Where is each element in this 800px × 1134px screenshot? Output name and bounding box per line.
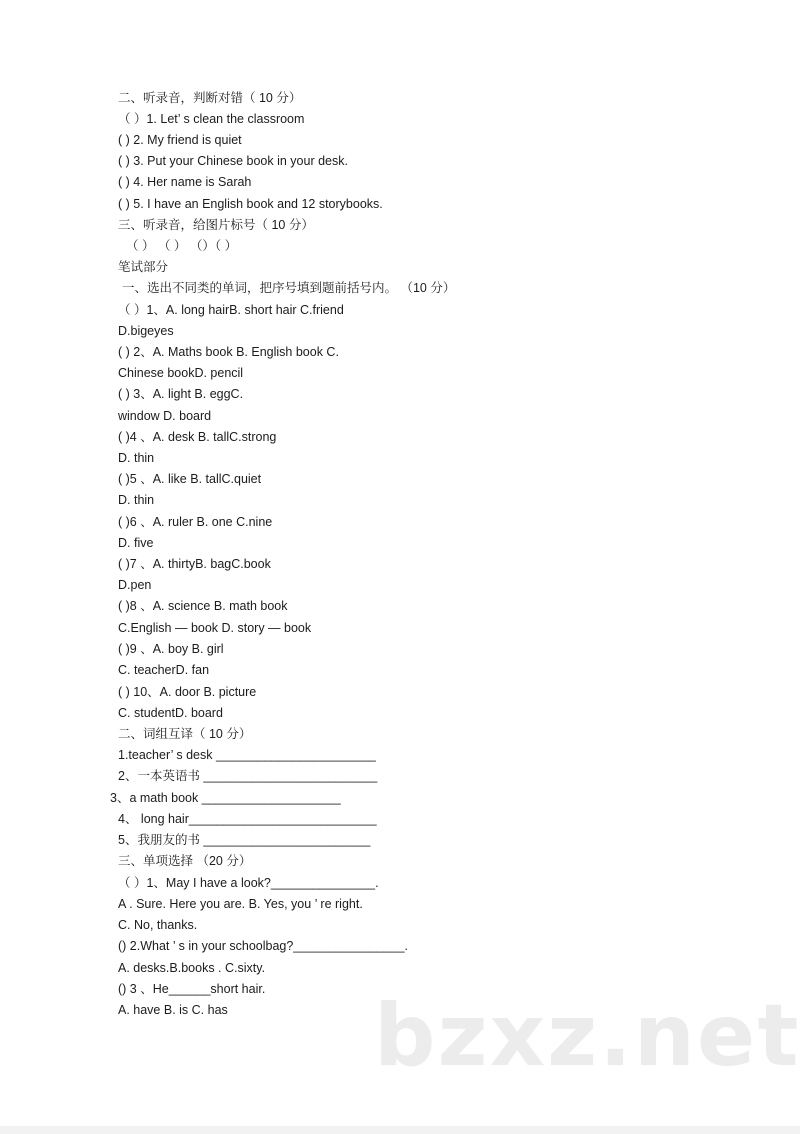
watermark: bzxz.net: [374, 986, 800, 1086]
text-line: ( )6 、A. ruler B. one C.nine: [118, 515, 273, 529]
text-line: D.pen: [118, 578, 152, 592]
text-line: （ ）1、May I have a look?_______________.: [118, 876, 379, 890]
text-line: () 2.What ’ s in your schoolbag?________________.: [118, 939, 409, 953]
text-line: 二、听录音，判断对错（ 10 分）: [118, 91, 302, 105]
text-line: A. desks.B.books . C.sixty.: [118, 961, 266, 975]
text-line: （ ）1. Let’ s clean the classroom: [118, 112, 305, 126]
text-line: ( ) 2、A. Maths book B. English book C.: [118, 345, 339, 359]
text-line: D. thin: [118, 451, 155, 465]
text-line: () 3 、He______short hair.: [118, 982, 266, 996]
text-line: D. thin: [118, 493, 155, 507]
text-line: C. No, thanks.: [118, 918, 198, 932]
text-line: 3、a math book ____________________: [110, 791, 341, 805]
text-line: D. five: [118, 536, 154, 550]
text-line: ( )5 、A. like B. tallC.quiet: [118, 472, 262, 486]
text-line: （ ）1、A. long hairB. short hair C.friend: [118, 303, 344, 317]
text-line: ( )4 、A. desk B. tallC.strong: [118, 430, 277, 444]
text-line: 笔试部分: [118, 260, 169, 274]
text-line: 1.teacher’ s desk _______________________: [118, 748, 376, 762]
text-line: window D. board: [118, 409, 212, 423]
text-line: A. have B. is C. has: [118, 1003, 228, 1017]
text-line: （ ） （ ） （）（ ）: [126, 239, 238, 253]
text-line: ( ) 10、A. door B. picture: [118, 685, 257, 699]
text-line: 三、听录音，给图片标号（ 10 分）: [118, 218, 314, 232]
text-line: 一、选出不同类的单词，把序号填到题前括号内。 （10 分）: [122, 281, 456, 295]
text-line: C. teacherD. fan: [118, 663, 210, 677]
text-line: ( ) 2. My friend is quiet: [118, 133, 242, 147]
text-line: ( ) 4. Her name is Sarah: [118, 175, 252, 189]
text-line: ( )9 、A. boy B. girl: [118, 642, 224, 656]
text-line: ( )8 、A. science B. math book: [118, 599, 288, 613]
text-line: 4、 long hair___________________________: [118, 812, 377, 826]
text-line: C.English — book D. story — book: [118, 621, 312, 635]
text-line: Chinese bookD. pencil: [118, 366, 244, 380]
text-line: 2、一本英语书 _________________________: [118, 769, 378, 783]
text-line: C. studentD. board: [118, 706, 223, 720]
page-bottom-edge: [0, 1126, 800, 1134]
text-line: 三、单项选择 （20 分）: [118, 854, 252, 868]
text-line: ( ) 5. I have an English book and 12 storybooks.: [118, 197, 383, 211]
text-line: 二、词组互译（ 10 分）: [118, 727, 252, 741]
text-line: ( ) 3. Put your Chinese book in your desk.: [118, 154, 348, 168]
text-line: ( )7 、A. thirtyB. bagC.book: [118, 557, 271, 571]
text-line: 5、我朋友的书 ________________________: [118, 833, 371, 847]
text-line: A . Sure. Here you are. B. Yes, you ’ re right.: [118, 897, 363, 911]
text-line: ( ) 3、A. light B. eggC.: [118, 387, 244, 401]
text-line: D.bigeyes: [118, 324, 174, 338]
